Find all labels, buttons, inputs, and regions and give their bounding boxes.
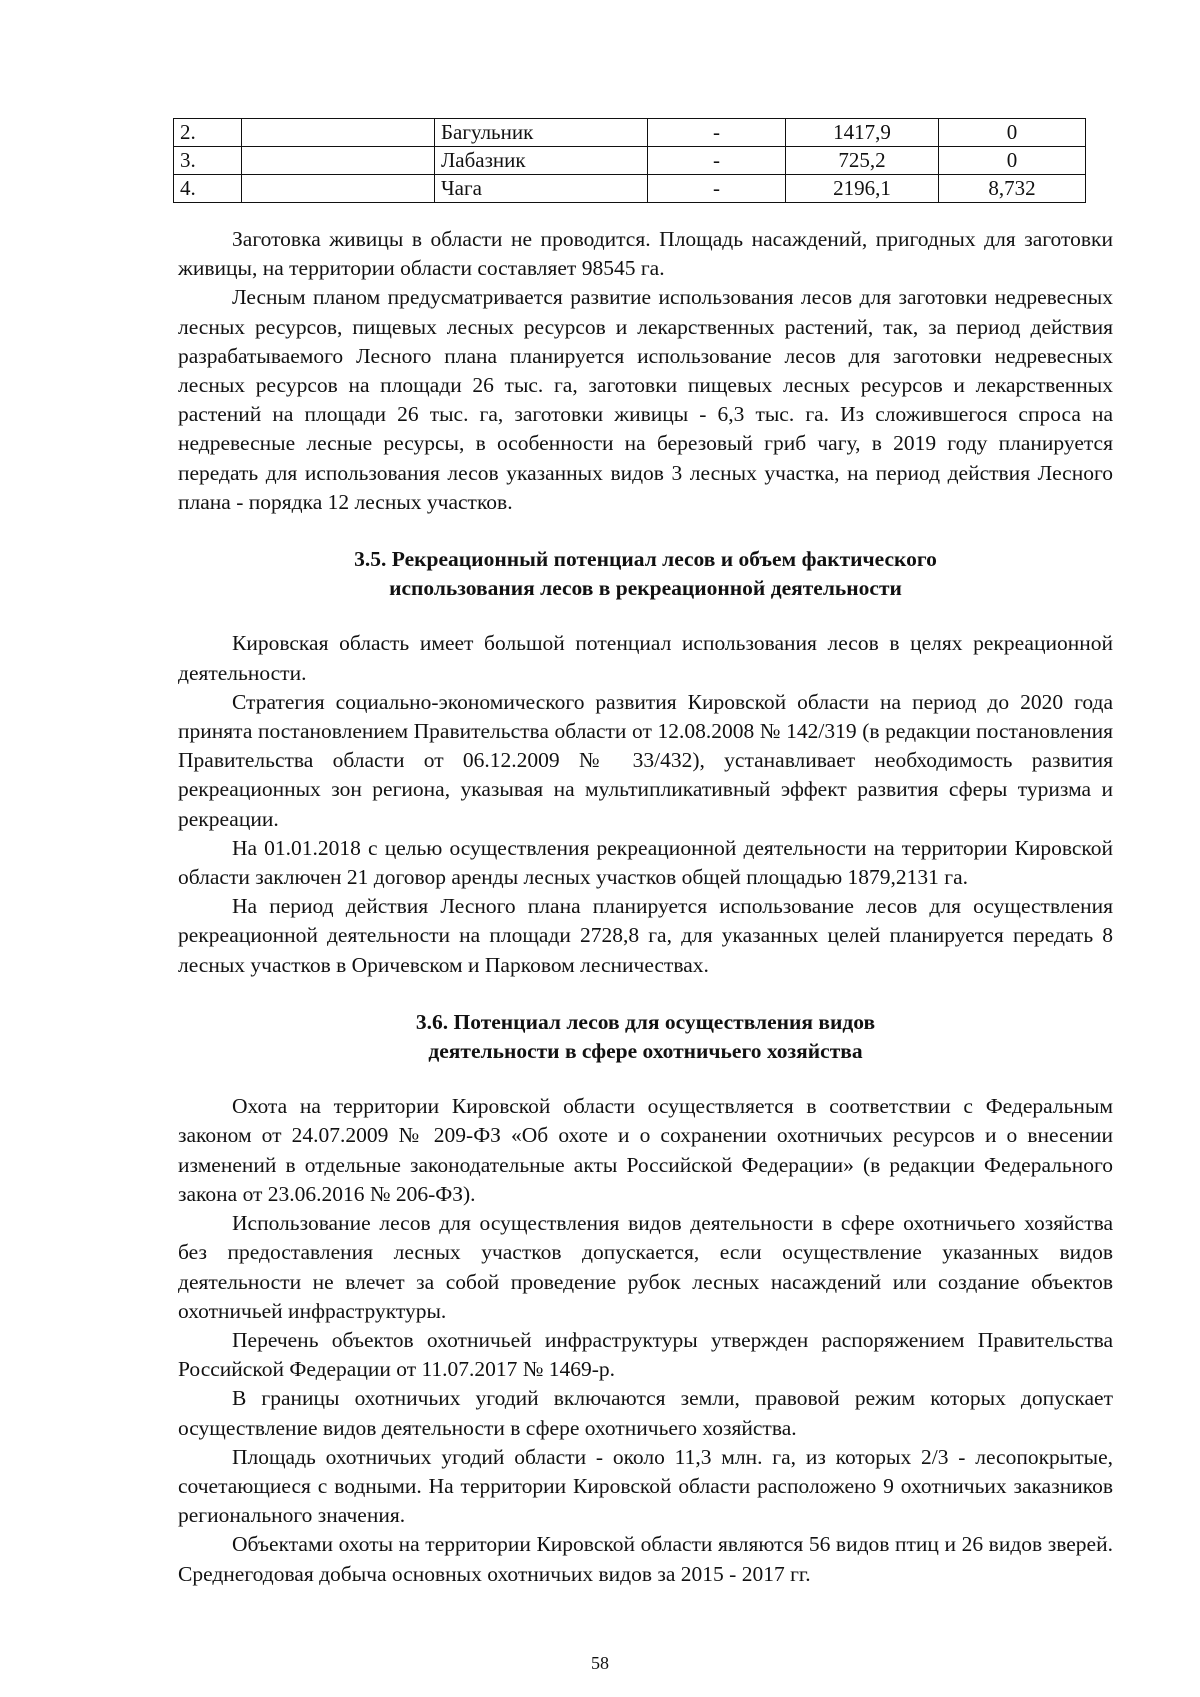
table-cell: - <box>648 147 786 175</box>
table-cell-value: 2196,1 <box>786 175 939 203</box>
paragraph: Использование лесов для осуществления видов деятельности в сфере охотничьего хозяйства без предоставления лесных участков допускается, если осуществление указанных видов деятельности не влечет за собой проведение рубок лесных насаждений или создание объектов охотничьей инфраструктуры. <box>178 1211 1113 1323</box>
table-cell-value: 8,732 <box>939 175 1086 203</box>
section-heading-3-6 <box>178 1008 1113 1066</box>
table-row <box>174 119 1086 147</box>
paragraph: Объектами охоты на территории Кировской области являются 56 видов птиц и 26 видов зверей. Среднегодовая добыча основных охотничьих видов за 2015 - 2017 гг. <box>178 1532 1113 1586</box>
paragraph: Лесным планом предусматривается развитие использования лесов для заготовки недревесных лесных ресурсов, пищевых лесных ресурсов и лекарственных растений, так, за период действия разрабатываемого Лесного плана планируется использование лесов для заготовки недревесных лесных ресурсов на площади 26 тыс. га, заготовки пищевых лесных ресурсов и лекарственных растений на площади 26 тыс. га, заготовки живицы - 6,3 тыс. га. Из сложившегося спроса на недревесные лесные ресурсы, в особенности на березовый гриб чагу, в 2019 году планируется передать для использования лесов указанных видов 3 лесных участка, на период действия Лесного плана - порядка 12 лесных участков. <box>178 285 1113 514</box>
table-cell <box>242 147 435 175</box>
paragraph: Кировская область имеет большой потенциал использования лесов в целях рекреационной деятельности. <box>178 631 1113 685</box>
table-cell: - <box>648 119 786 147</box>
section-3-6-body <box>178 1092 1113 1588</box>
table-cell: - <box>648 175 786 203</box>
section-heading-3-5 <box>178 545 1113 603</box>
table-row <box>174 175 1086 203</box>
table-row <box>174 147 1086 175</box>
paragraph: Площадь охотничьих угодий области - около 11,3 млн. га, из которых 2/3 - лесопокрытые, сочетающиеся с водными. На территории Кировской области расположено 9 охотничьих заказников регионального значения. <box>178 1444 1113 1528</box>
table-cell-value: 0 <box>939 147 1086 175</box>
table-cell-number: 2. <box>174 119 242 147</box>
heading-line: деятельности в сфере охотничьего хозяйства <box>428 1039 863 1064</box>
page-number: 58 <box>591 1653 609 1673</box>
table-cell-number: 4. <box>174 175 242 203</box>
intro-text <box>178 225 1113 517</box>
heading-line: использования лесов в рекреационной деятельности <box>389 576 902 601</box>
table-cell-name: Лабазник <box>435 147 648 175</box>
document-page <box>178 118 1113 1589</box>
table-cell <box>242 119 435 147</box>
table-cell-value: 725,2 <box>786 147 939 175</box>
heading-line: 3.5. Рекреационный потенциал лесов и объем фактического <box>354 547 937 572</box>
table-cell-name: Чага <box>435 175 648 203</box>
section-3-5-body <box>178 629 1113 979</box>
table-cell <box>242 175 435 203</box>
table-cell-number: 3. <box>174 147 242 175</box>
table-cell-value: 0 <box>939 119 1086 147</box>
paragraph: Перечень объектов охотничьей инфраструктуры утвержден распоряжением Правительства Российской Федерации от 11.07.2017 № 1469-р. <box>178 1327 1113 1382</box>
table-cell-value: 1417,9 <box>786 119 939 147</box>
table-cell-name: Багульник <box>435 119 648 147</box>
paragraph: На 01.01.2018 с целью осуществления рекреационной деятельности на территории Кировской области заключен 21 договор аренды лесных участков общей площадью 1879,2131 га. <box>178 835 1113 890</box>
data-table <box>173 118 1086 203</box>
paragraph: В границы охотничьих угодий включаются земли, правовой режим которых допускает осуществление видов деятельности в сфере охотничьего хозяйства. <box>178 1386 1113 1440</box>
paragraph: Стратегия социально-экономического развития Кировской области на период до 2020 года принята постановлением Правительства области от 12.08.2008 № 142/319 (в редакции постановления Правительства области от 06.12.2009 № 33/432), устанавливает необходимость развития рекреационных зон региона, указывая на мультипликативный эффект развития сферы туризма и рекреации. <box>178 689 1113 831</box>
heading-line: 3.6. Потенциал лесов для осуществления видов <box>415 1009 876 1034</box>
paragraph: На период действия Лесного плана планируется использование лесов для осуществления рекреационной деятельности на площади 2728,8 га, для указанных целей планируется передать 8 лесных участков в Оричевском и Парковом лесничествах. <box>178 894 1113 977</box>
paragraph: Заготовка живицы в области не проводится. Площадь насаждений, пригодных для заготовки живицы, на территории области составляет 98545 га. <box>178 227 1113 281</box>
paragraph: Охота на территории Кировской области осуществляется в соответствии с Федеральным законом от 24.07.2009 № 209-ФЗ «Об охоте и о сохранении охотничьих ресурсов и о внесении изменений в отдельные законодательные акты Российской Федерации» (в редакции Федерального закона от 23.06.2016 № 206-ФЗ). <box>178 1094 1113 1206</box>
